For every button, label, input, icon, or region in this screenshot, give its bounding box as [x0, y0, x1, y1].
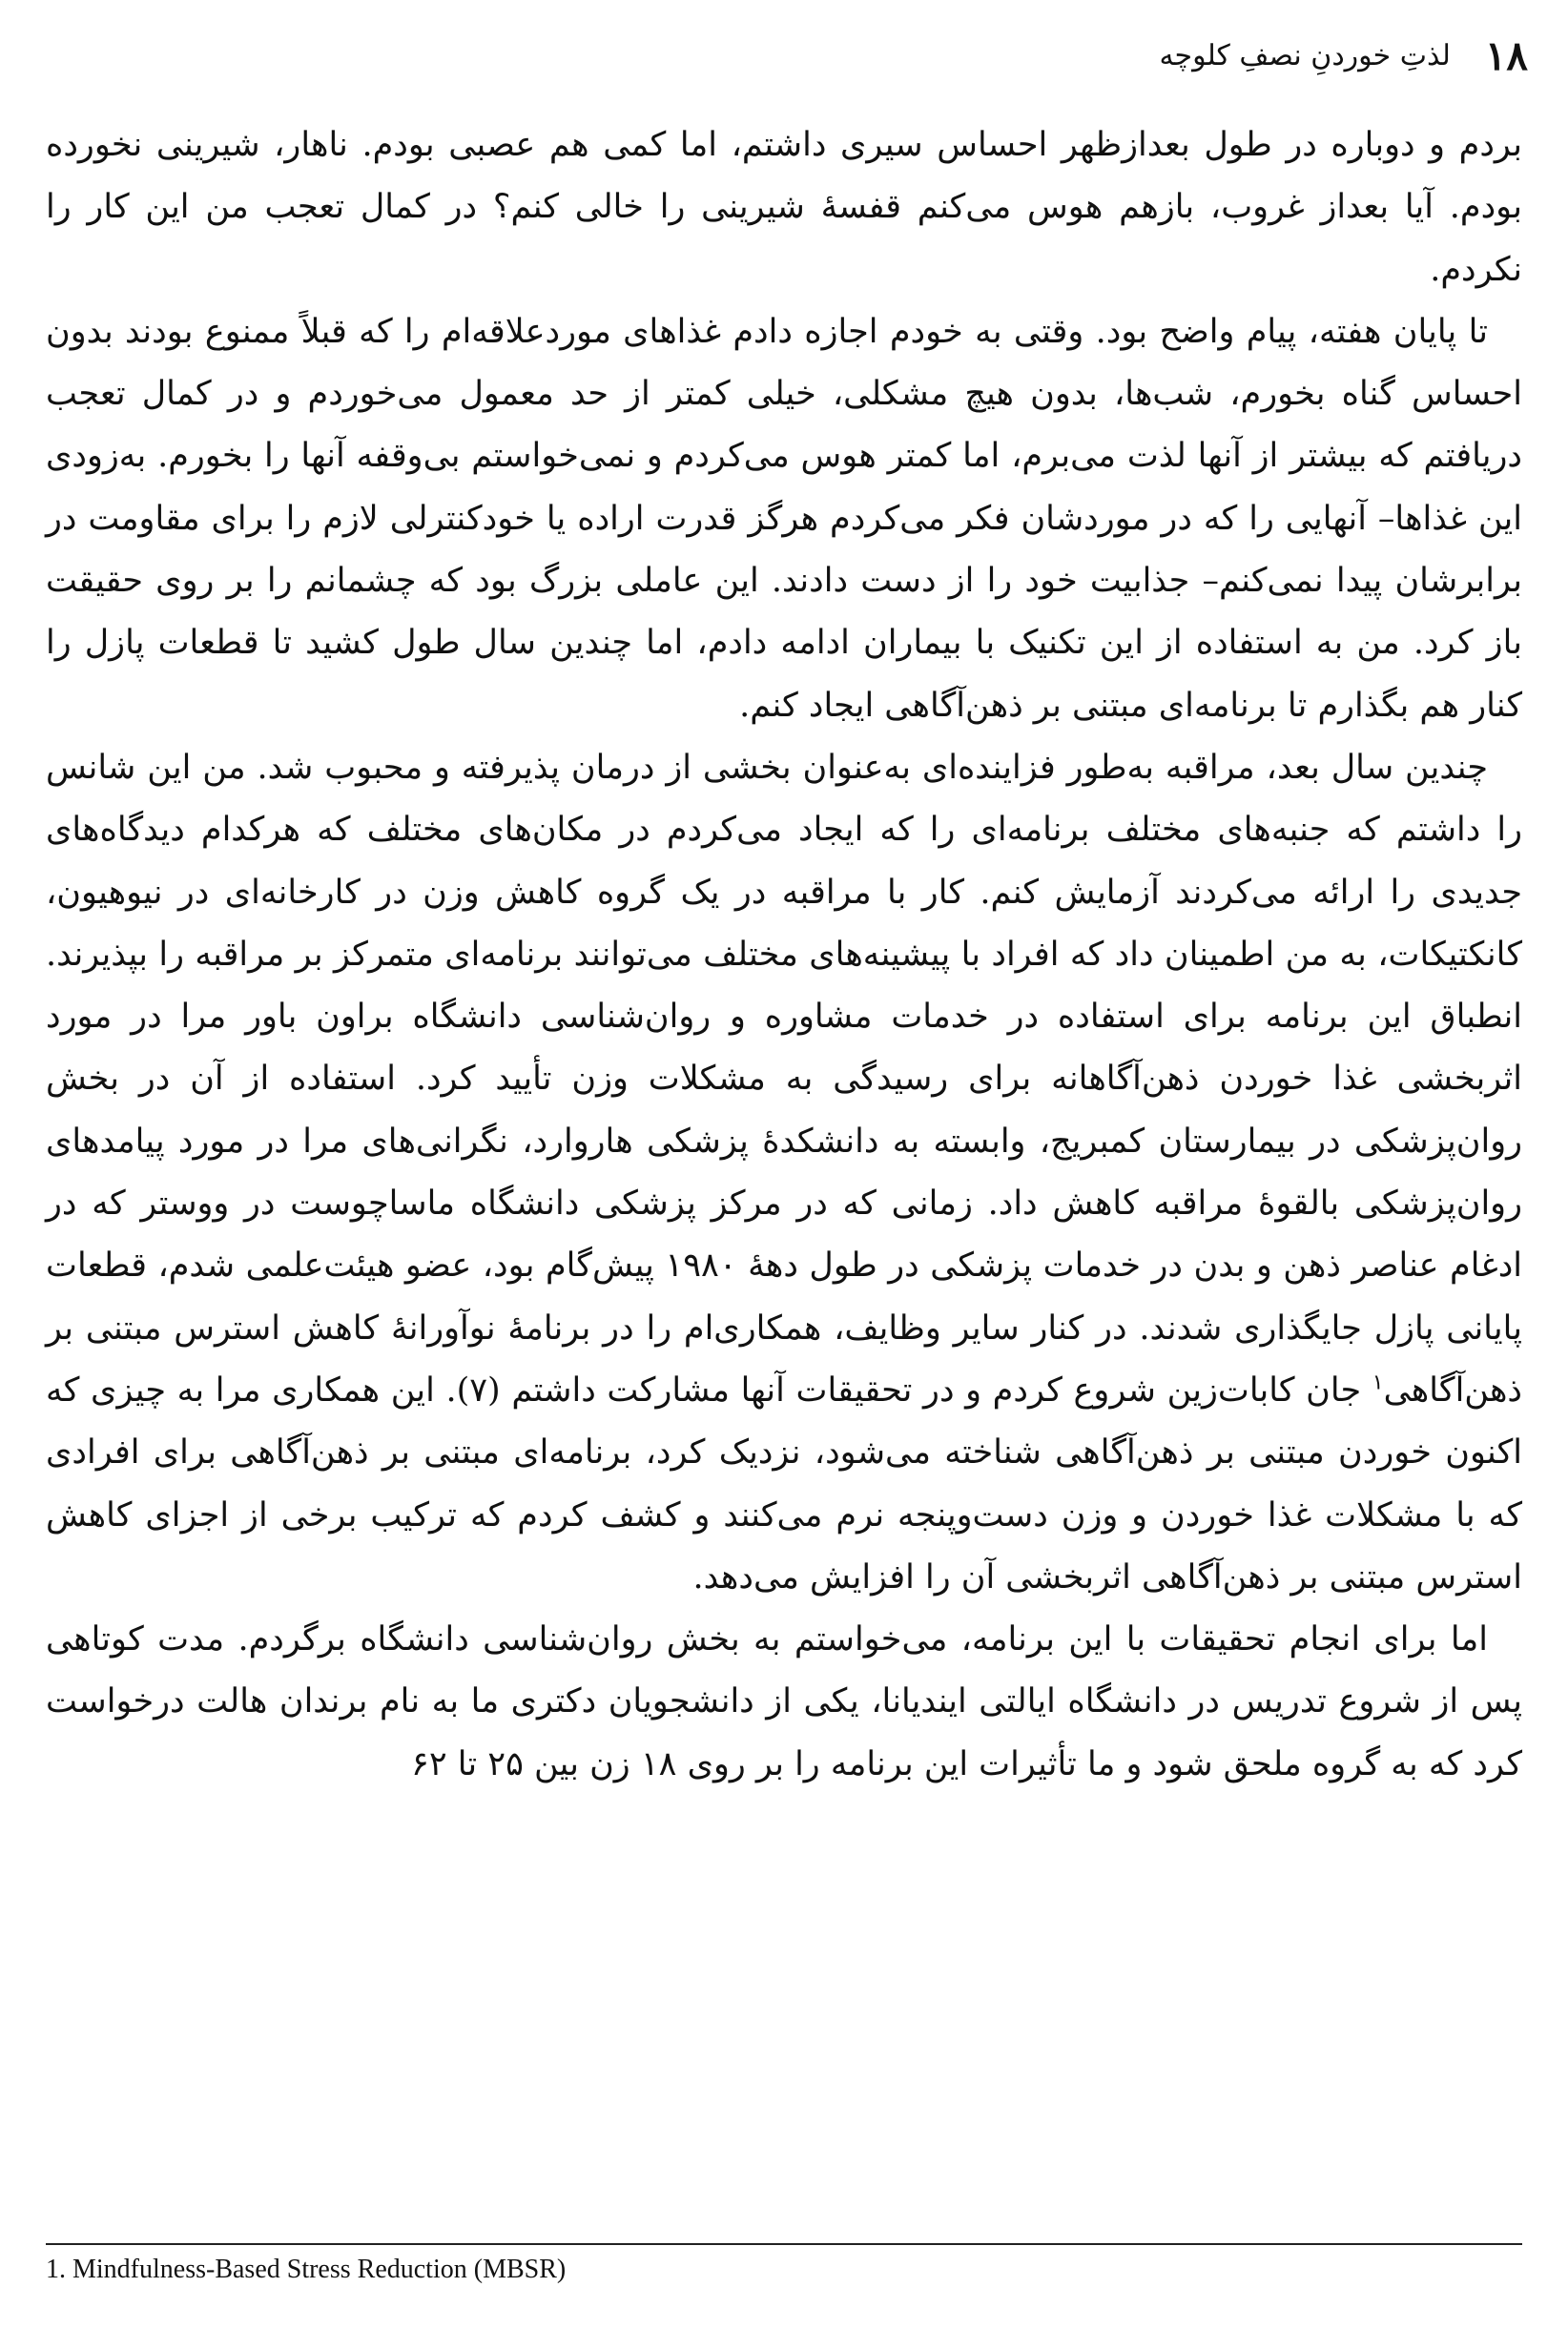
body-text — [46, 114, 1522, 1796]
paragraph: تا پایان هفته، پیام واضح بود. وقتی به خودم اجازه دادم غذاهای موردعلاقه‌ام را که قبلاً ممنوع بودند بدون احساس گناه بخورم، شب‌ها، بدون هیچ مشکلی، خیلی کمتر از حد معمول می‌خوردم و در کمال تعجب دریافتم که بیشتر از آنها لذت می‌برم، اما کمتر هوس می‌کردم و نمی‌خواستم بی‌وقفه آنها را بخورم. به‌زودی این غذاها– آنهایی را که در موردشان فکر می‌کردم هرگز قدرت اراده یا خودکنترلی لازم را برای مقاومت در برابرشان پیدا نمی‌کنم– جذابیت خود را از دست دادند. این عاملی بزرگ بود که چشمانم را بر روی حقیقت باز کرد. من به استفاده از این تکنیک با بیماران ادامه دادم، اما چندین سال طول کشید تا قطعات پازل را کنار هم بگذارم تا برنامه‌ای مبتنی بر ذهن‌آگاهی ایجاد کنم. — [46, 312, 1522, 725]
page-number: ۱۸ — [1484, 31, 1528, 79]
running-title: لذتِ خوردنِ نصفِ کلوچه — [1159, 38, 1451, 72]
paragraph-text: جان کابات‌زین شروع کردم و در تحقیقات آنها مشارکت داشتم (۷). این همکاری مرا به چیزی که اکنون خوردن مبتنی بر ذهن‌آگاهی شناخته می‌شود، نزدیک کرد، برنامه‌ای مبتنی بر ذهن‌آگاهی برای افرادی که با مشکلات غذا خوردن و وزن دست‌وپنجه نرم می‌کنند و کشف کردم که ترکیب برخی از اجزای کاهش استرس مبتنی بر ذهن‌آگاهی اثربخشی آن را افزایش می‌دهد. — [46, 1370, 1522, 1597]
paragraph: بردم و دوباره در طول بعدازظهر احساس سیری داشتم، اما کمی هم عصبی بودم. ناهار، شیرینی نخورده بودم. آیا بعداز غروب، بازهم هوس می‌کنم قفسهٔ شیرینی را خالی کنم؟ در کمال تعجب من این کار را نکردم. — [46, 126, 1522, 289]
footnote: 1. Mindfulness-Based Stress Reduction (MBSR) — [46, 2255, 567, 2284]
paragraph-text: چندین سال بعد، مراقبه به‌طور فزاینده‌ای به‌عنوان بخشی از درمان پذیرفته و محبوب شد. من این شانس را داشتم که جنبه‌های مختلف برنامه‌ای را که ایجاد می‌کردم در مکان‌های مختلف که هرکدام دیدگاه‌های جدیدی را ارائه می‌کردند آزمایش کنم. کار با مراقبه در یک گروه کاهش وزن در کارخانه‌ای در نیوهیون، کانکتیکات، به من اطمینان داد که افراد با پیشینه‌های مختلف می‌توانند برنامه‌ای متمرکز بر مراقبه را بپذیرند. انطباق این برنامه برای استفاده در خدمات مشاوره و روان‌شناسی دانشگاه براون باور مرا در مورد اثربخشی غذا خوردن ذهن‌آگاهانه برای رسیدگی به مشکلات وزن تأیید کرد. استفاده از آن در بخش روان‌پزشکی در بیمارستان کمبریج، وابسته به دانشکدهٔ پزشکی هاروارد، نگرانی‌های مرا در مورد پیامدهای روان‌پزشکی بالقوهٔ مراقبه کاهش داد. زمانی که در مرکز پزشکی دانشگاه ماساچوست در ووستر که در ادغام عناصر ذهن و بدن در خدمات پزشکی در طول دههٔ ۱۹۸۰ پیش‌گام بود، عضو هیئت‌علمی شدم، قطعات پایانی پازل جایگذاری شدند. در کنار سایر وظایف، همکاری‌ام را در برنامهٔ نوآورانهٔ کاهش استرس مبتنی بر ذهن‌آگاهی — [46, 748, 1522, 1410]
footnote-divider — [46, 2243, 1522, 2245]
footnote-marker: ۱ — [1372, 1370, 1384, 1395]
paragraph — [46, 737, 1522, 1609]
paragraph: اما برای انجام تحقیقات با این برنامه، می‌خواستم به بخش روان‌شناسی دانشگاه برگردم. مدت کوتاهی پس از شروع تدریس در دانشگاه ایالتی ایندیانا، یکی از دانشجویان دکتری ما به نام برندان هالت درخواست کرد که به گروه ملحق شود و ما تأثیرات این برنامه را بر روی ۱۸ زن بین ۲۵ تا ۶۲ — [46, 1620, 1522, 1783]
page-header — [40, 27, 1528, 84]
